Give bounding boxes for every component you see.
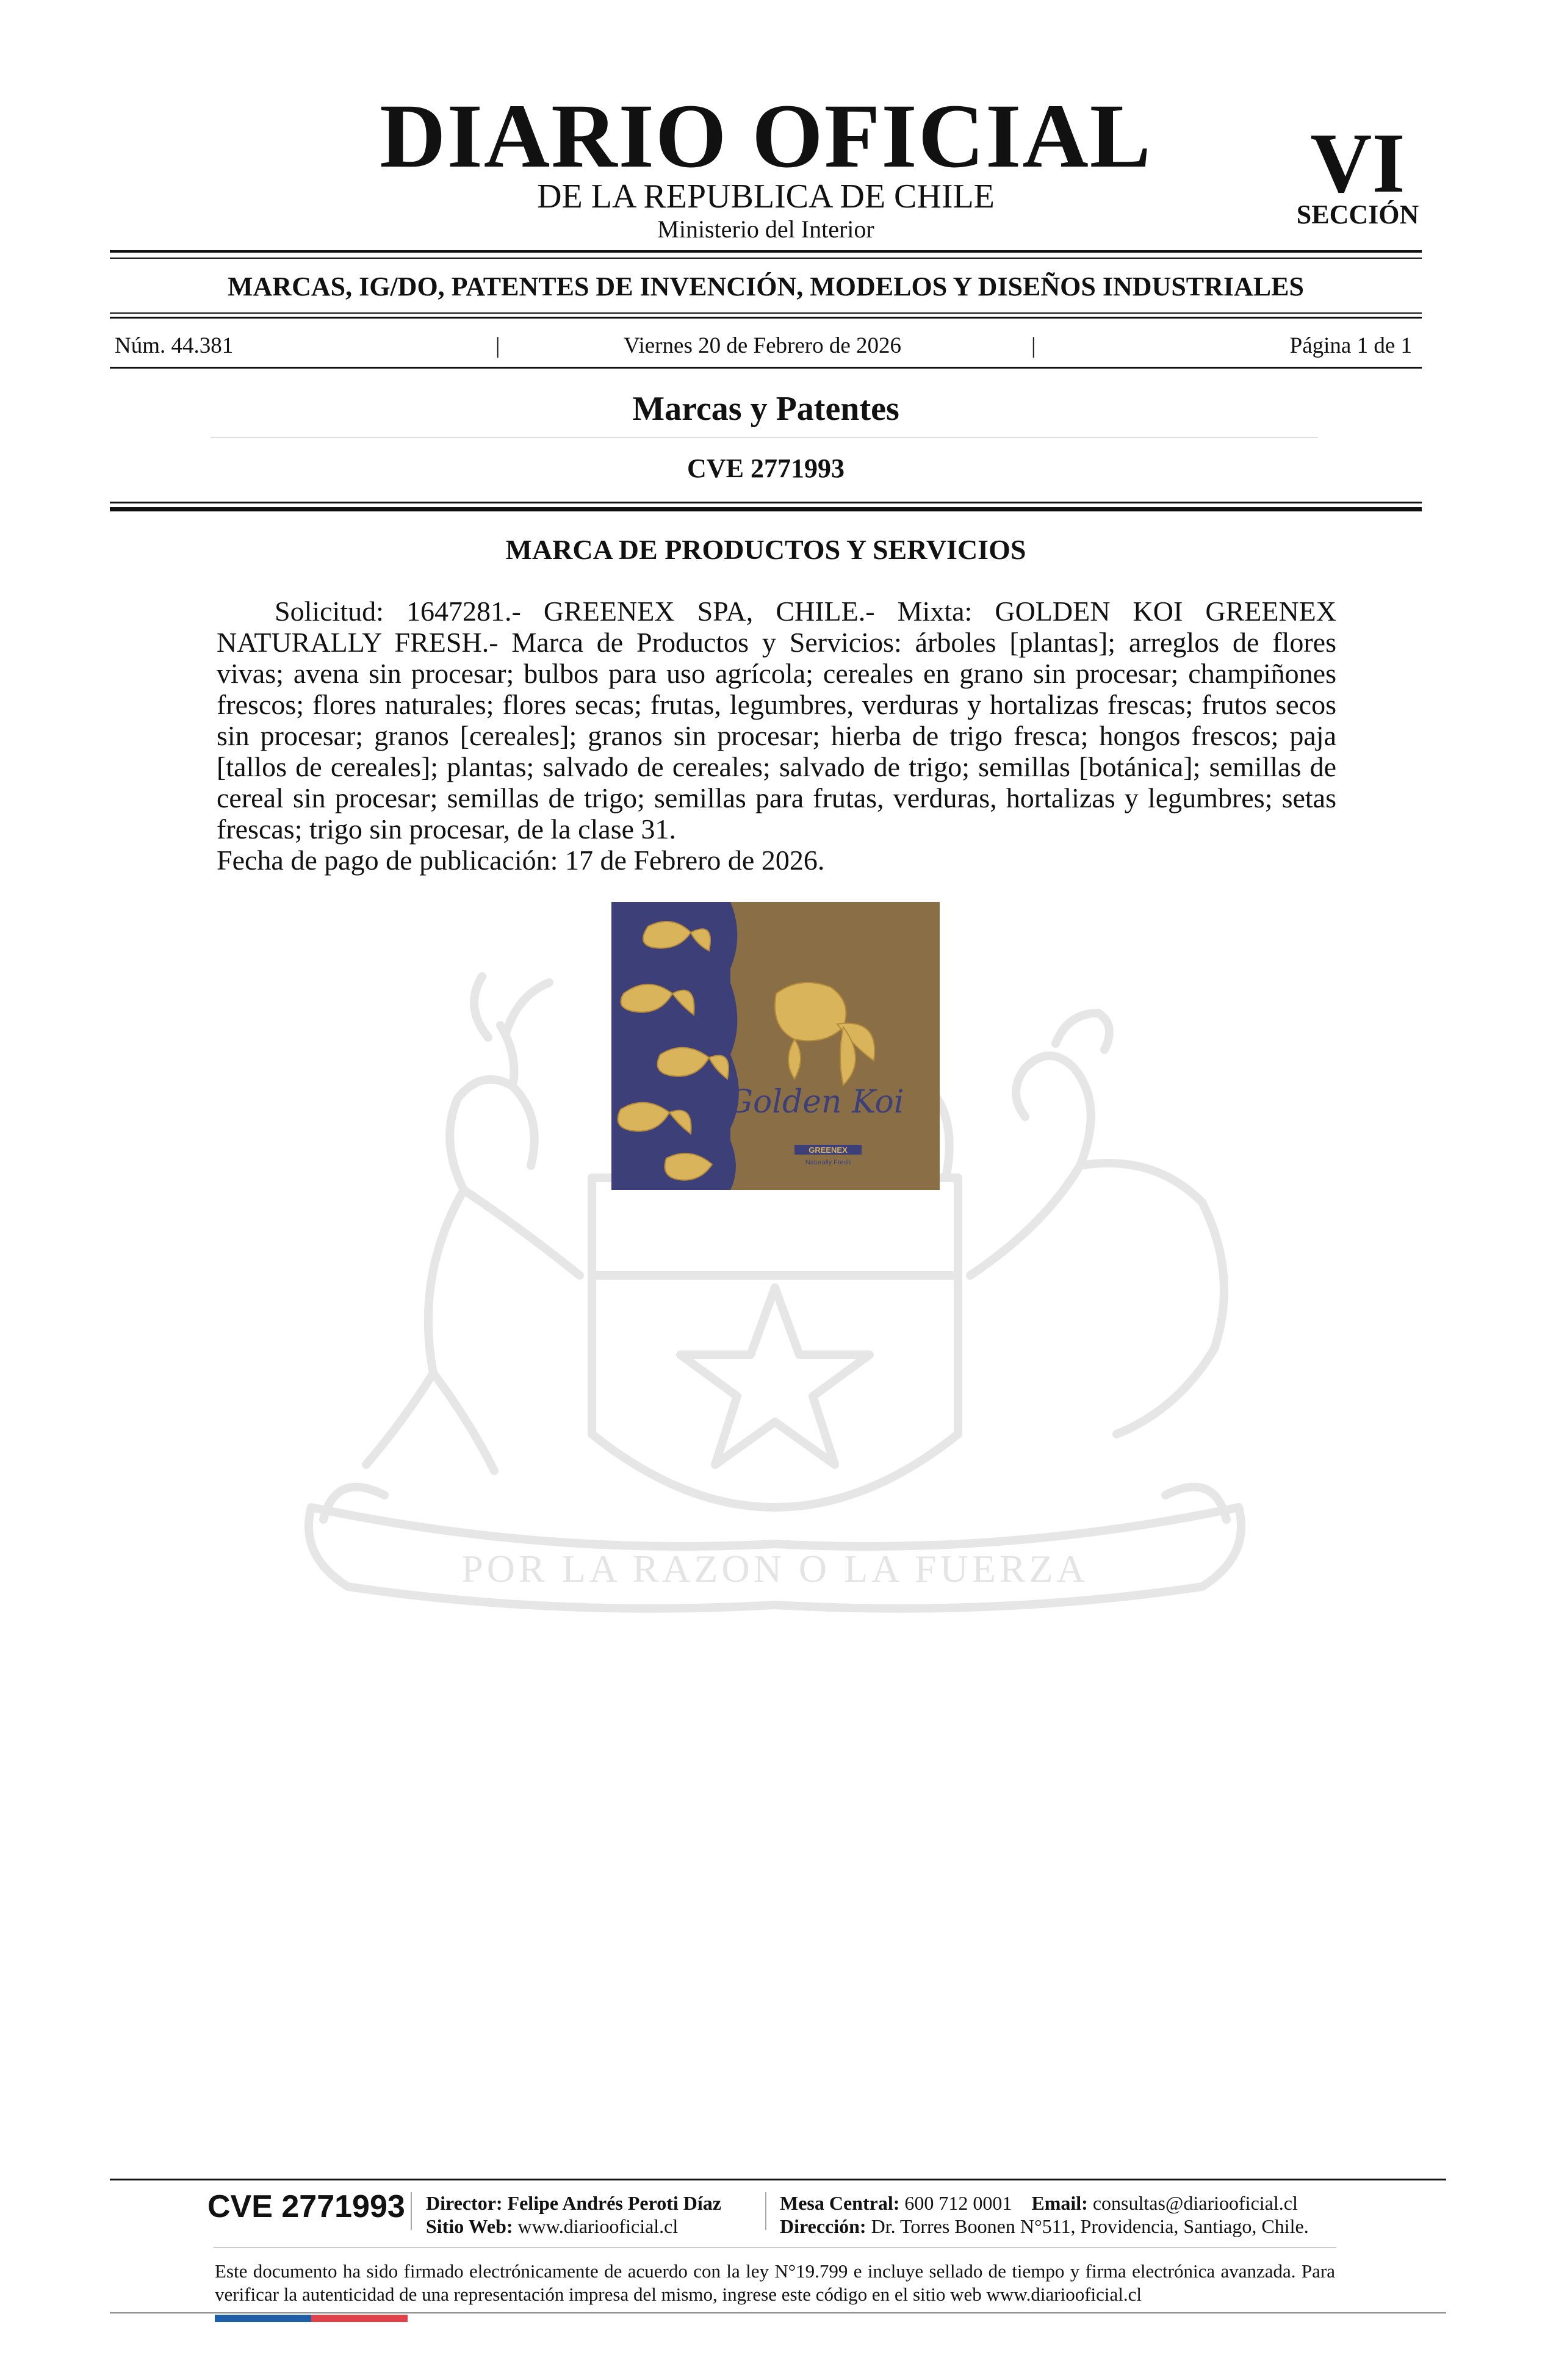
logo-wordmark: Golden Koi [727,1084,904,1120]
footer-rule [110,2179,1446,2180]
flag-bar-red [311,2315,408,2322]
cve-rule-thick [110,507,1422,511]
footer-divider [411,2192,412,2230]
section-heading-rule [211,437,1318,438]
footer-director: Director: Felipe Andrés Peroti Díaz [426,2192,721,2214]
section-number: VI [1310,116,1405,211]
footer-address: Dirección: Dr. Torres Boonen N°511, Providencia, Santiago, Chile. [780,2215,1309,2237]
category-rule-thin [110,312,1422,314]
section-heading: Marcas y Patentes [632,390,899,428]
category-heading: MARCAS, IG/DO, PATENTES DE INVENCIÓN, MODELOS Y DISEÑOS INDUSTRIALES [228,272,1304,301]
page-number: Página 1 de 1 [1289,333,1412,358]
trademark-logo-image [611,902,940,1190]
category-rule-thick [110,317,1422,319]
footer-cve-code: CVE 2771993 [207,2189,405,2224]
masthead-ministry: Ministerio del Interior [657,215,874,243]
payment-date: Fecha de pago de publicación: 17 de Febrero de 2026. [217,845,825,876]
masthead-rule-thick [110,250,1422,253]
document-type: MARCA DE PRODUCTOS Y SERVICIOS [505,534,1026,565]
application-text: Solicitud: 1647281.- GREENEX SPA, CHILE.- Mixta: GOLDEN KOI GREENEX NATURALLY FRESH.- Marca de Productos y Servicios: árboles [plantas]; arreglos de flores vivas; avena sin procesar; bulbos para uso agrícola; cereales en grano sin procesar; champiñones frescos; flores naturales; flores secas; frutas, legumbres, verduras y hortalizas frescas; frutos secos sin procesar; granos [cereales]; granos sin procesar; hierba de trigo fresca; hongos frescos; paja [tallos de cereales]; plantas; salvado de cereales; salvado de trigo; semillas [botánica]; semillas de cereal sin procesar; semillas de trigo; semillas para frutas, verduras, hortalizas y legumbres; setas frescas; trigo sin procesar, de la clase 31. [217,596,1336,845]
logo-brand: GREENEX [809,1145,848,1155]
logo-tagline: Naturally Fresh [805,1159,851,1166]
legal-notice: Este documento ha sido firmado electrónicamente de acuerdo con la ley N°19.799 e incluye sellado de tiempo y firma electrónica avanzada. Para verificar la autenticidad de una representación impresa del mismo, ingrese este código en el sitio web www.diariooficial.cl [215,2260,1335,2305]
flag-bar-blue [215,2315,311,2322]
issue-date: Viernes 20 de Febrero de 2026 [624,333,902,358]
masthead-rule-thin [110,258,1422,259]
masthead-title: DIARIO OFICIAL [380,85,1152,187]
meta-rule [110,367,1422,369]
meta-separator: | [1031,333,1036,358]
footer-divider [765,2192,766,2230]
masthead-subtitle: DE LA REPUBLICA DE CHILE [537,178,995,215]
cve-rule-thin [110,502,1422,503]
footer-contact: Mesa Central: 600 712 0001 Email: consultas@diariooficial.cl [780,2192,1298,2214]
meta-separator: | [495,333,500,358]
footer-website: Sitio Web: www.diariooficial.cl [426,2215,679,2237]
footer-rule-inner [214,2247,1336,2248]
footer-rule-bottom [110,2312,1446,2313]
section-label: SECCIÓN [1296,200,1419,229]
issue-number: Núm. 44.381 [115,333,234,358]
watermark-motto: POR LA RAZON O LA FUERZA [461,1547,1089,1590]
cve-code: CVE 2771993 [687,453,845,483]
